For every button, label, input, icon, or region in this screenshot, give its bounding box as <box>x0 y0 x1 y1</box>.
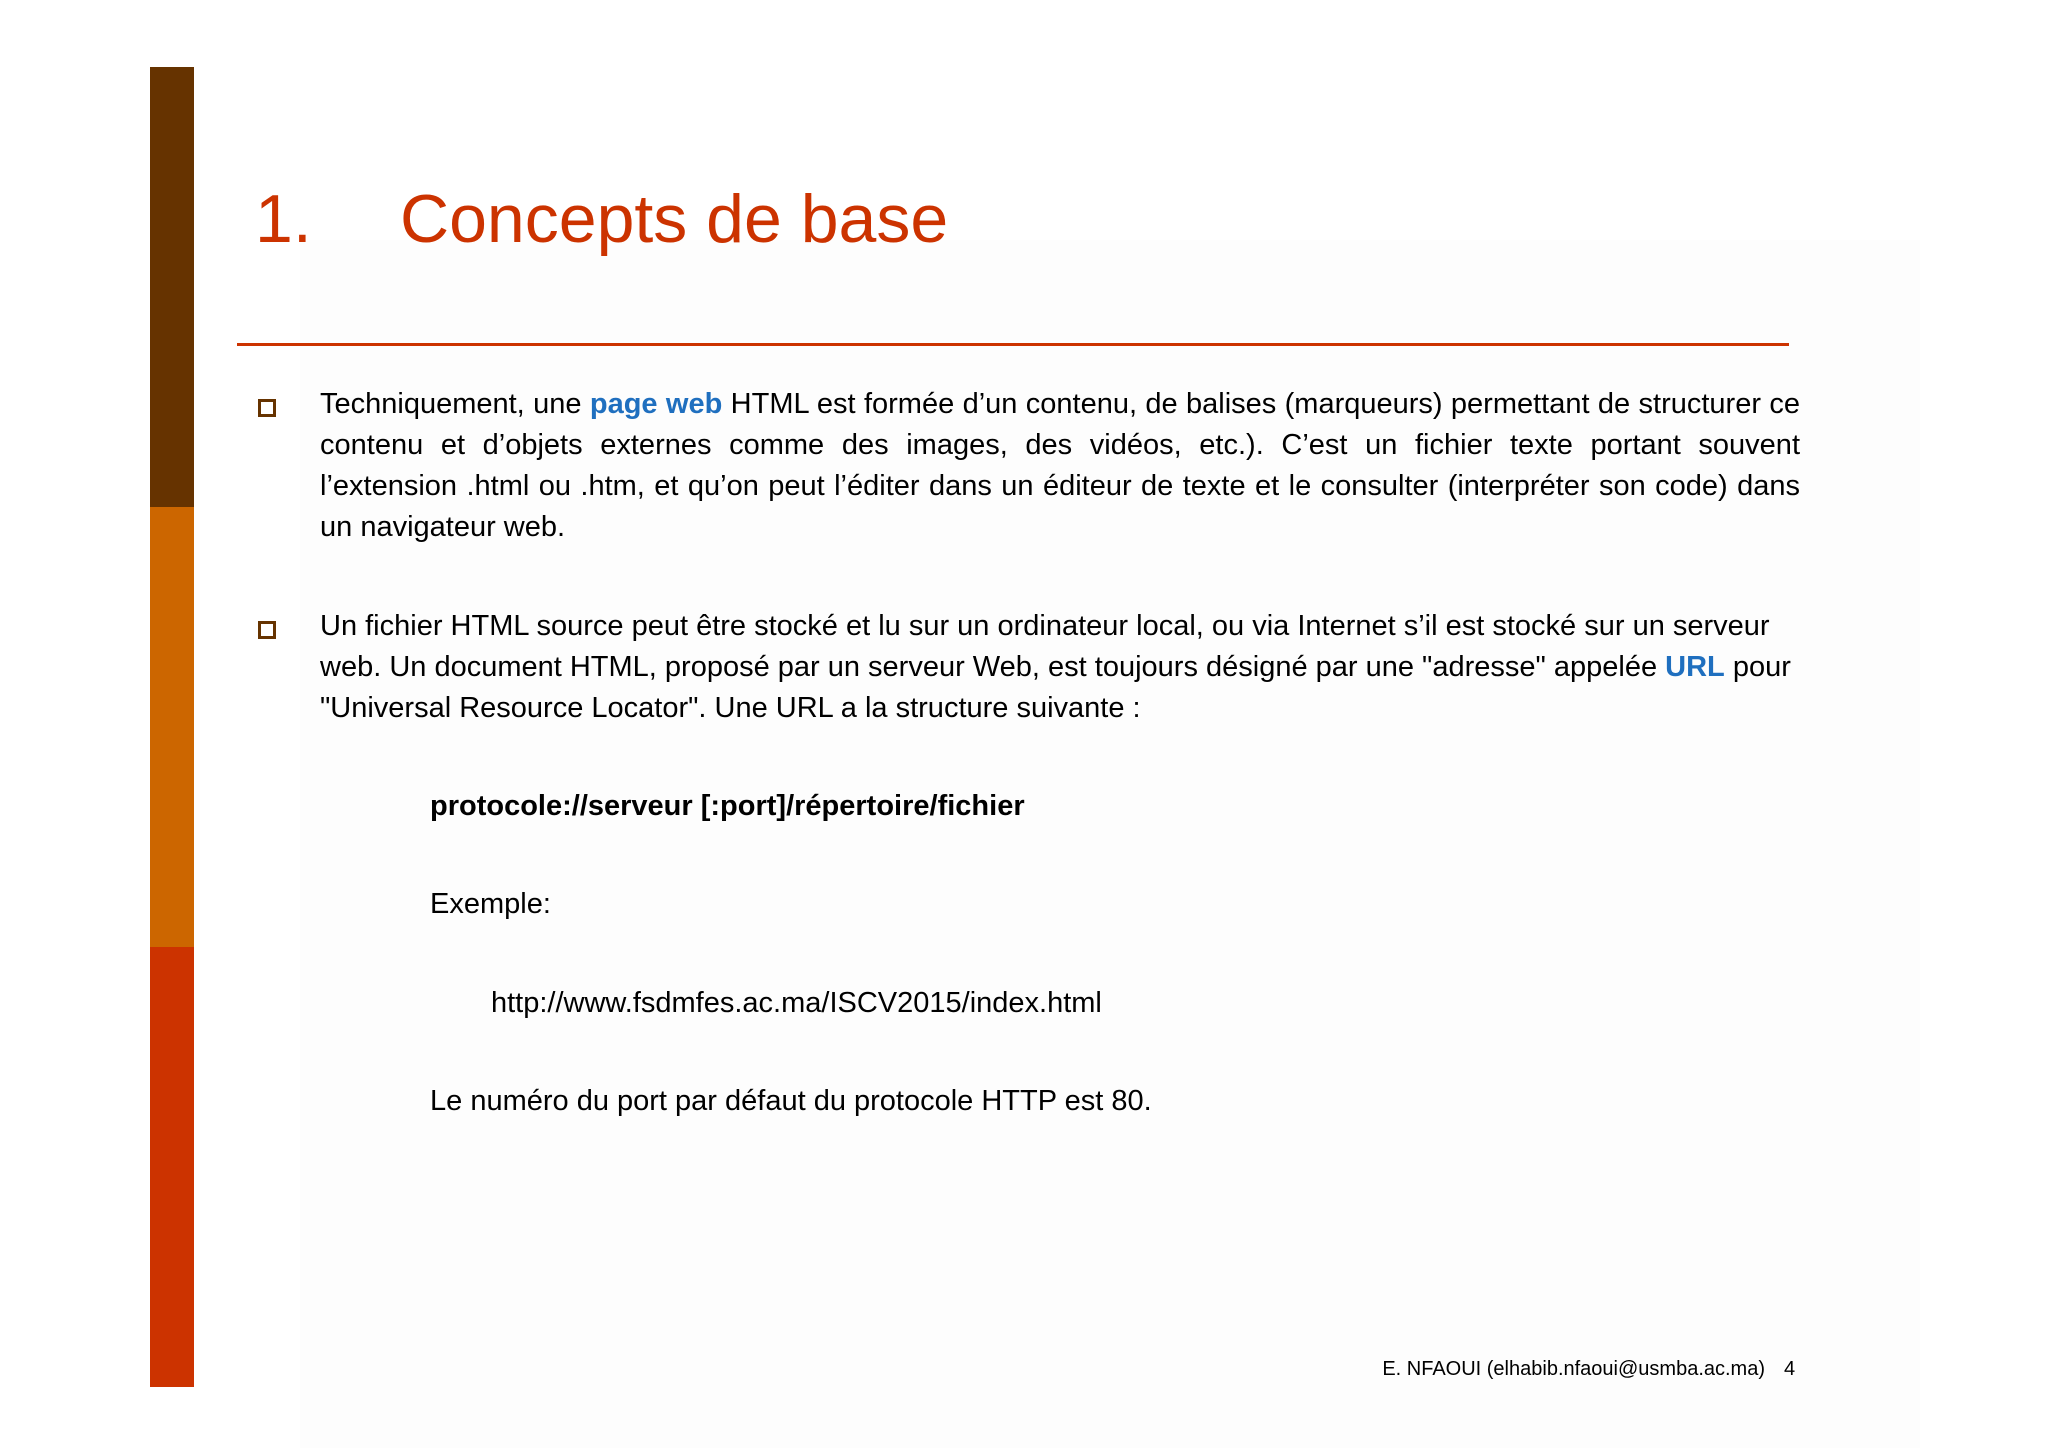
footer-author: E. NFAOUI (elhabib.nfaoui@usmba.ac.ma) <box>1382 1358 1765 1380</box>
bullet-paragraph-web-page <box>320 384 1800 548</box>
page-title <box>255 181 949 257</box>
highlight-page-web: page web <box>589 388 723 420</box>
hollow-square-bullet-icon <box>258 621 276 639</box>
paragraph-text: Techniquement, une <box>320 388 590 420</box>
title-text: Concepts de base <box>400 181 949 257</box>
paragraph-text: Un fichier HTML source peut être stocké et lu sur un ordinateur local, ou via Internet s’il est stocké sur un serveur web. Un document HTML, proposé par un serveur Web, est toujours désigné par une "adresse" appelée <box>320 610 1770 683</box>
bullet-paragraph-url <box>320 606 1800 729</box>
hollow-square-bullet-icon <box>258 399 276 417</box>
accent-bar-top <box>150 67 194 507</box>
example-url: http://www.fsdmfes.ac.ma/ISCV2015/index.html <box>491 987 1102 1019</box>
title-divider <box>237 343 1789 346</box>
example-label: Exemple: <box>430 888 551 920</box>
accent-bar-middle <box>150 507 194 947</box>
port-note: Le numéro du port par défaut du protocole HTTP est 80. <box>430 1085 1152 1117</box>
paragraph-text: HTML est formée d’un contenu, de balises (marqueurs) permettant de structurer ce contenu et d’objets externes comme des images, des vidéos, etc.). C’est un fichier texte portant souvent l’extension .html ou .htm, et qu’on peut l’éditer dans un éditeur de texte et le consulter (interpréter son code) dans un navigateur web. <box>320 388 1800 543</box>
paragraph-text: pour "Universal Resource Locator". Une URL a la structure suivante : <box>320 651 1791 724</box>
page-number: 4 <box>1784 1358 1796 1380</box>
accent-bar-bottom <box>150 947 194 1387</box>
title-number: 1. <box>255 181 312 257</box>
url-structure: protocole://serveur [:port]/répertoire/fichier <box>430 790 1025 822</box>
highlight-url: URL <box>1665 651 1725 683</box>
